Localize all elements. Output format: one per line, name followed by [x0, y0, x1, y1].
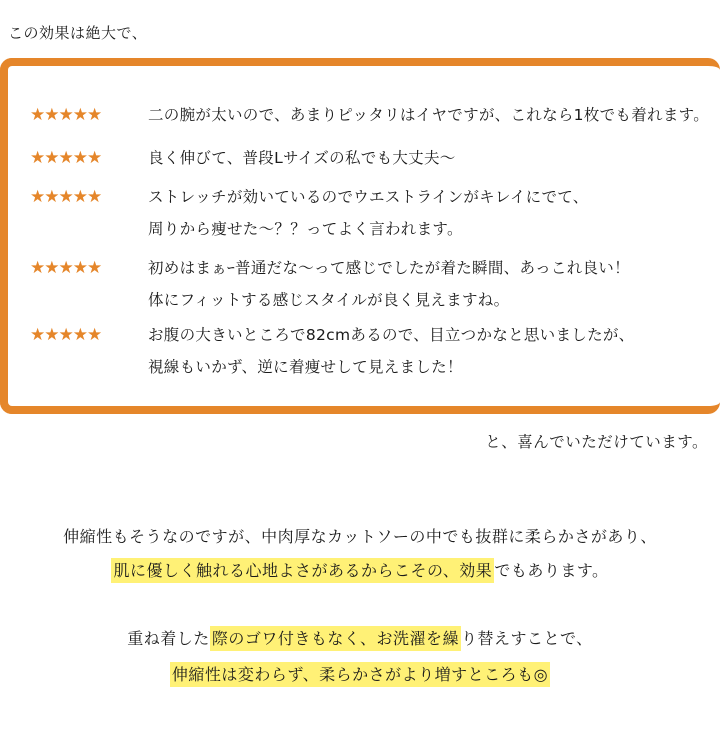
- paragraph-line: [0, 662, 720, 685]
- review-line: お腹の大きいところで82cmあるので、目立つかなと思いましたが、: [148, 326, 635, 344]
- review-line: 初めはまぁｰ普通だな～って感じでしたが着た瞬間、あっこれ良い！: [148, 259, 630, 277]
- review-line: 周りから痩せた～？？ってよく言われます。: [148, 220, 463, 238]
- star-rating: ★★★★★: [30, 258, 102, 278]
- review-line: 視線もいかず、逆に着痩せして見えました！: [148, 358, 463, 376]
- paragraph-text: でもあります。: [494, 561, 609, 580]
- review-line: 二の腕が太いので、あまりピッタリはイヤですが、これなら1枚でも着れます。: [148, 106, 709, 124]
- highlighted-text: 肌に優しく触れる心地よさがあるからこその、効果: [111, 558, 494, 583]
- star-rating: ★★★★★: [30, 148, 102, 168]
- review-line: ストレッチが効いているのでウエストラインがキレイにでて、: [148, 188, 589, 206]
- review-text: [148, 99, 709, 131]
- review-text: [148, 319, 634, 383]
- highlighted-text: 伸縮性は変わらず、柔らかさがより増すところも◎: [170, 662, 550, 687]
- review-text: [148, 142, 456, 174]
- review-item: [30, 322, 634, 383]
- reviews-box: [0, 58, 720, 414]
- review-item: [30, 184, 589, 245]
- paragraph-line: 伸縮性もそうなのですが、中肉厚なカットソーの中でも抜群に柔らかさがあり、: [63, 527, 657, 546]
- paragraph-text: り替えすことで、: [461, 629, 593, 648]
- review-item: [30, 102, 709, 131]
- intro-text: この効果は絶大で、: [8, 24, 148, 42]
- star-rating: ★★★★★: [30, 105, 102, 125]
- review-text: [148, 252, 630, 316]
- paragraph-line: [0, 626, 720, 649]
- review-item: [30, 255, 630, 316]
- review-line: 体にフィットする感じスタイルが良く見えますね。: [148, 291, 510, 309]
- paragraph-line: [0, 558, 720, 581]
- star-rating: ★★★★★: [30, 187, 102, 207]
- review-text: [148, 181, 589, 245]
- review-item: [30, 145, 456, 174]
- star-rating: ★★★★★: [30, 325, 102, 345]
- highlighted-text: 際のゴワ付きもなく、お洗濯を繰: [210, 626, 461, 651]
- review-line: 良く伸びて、普段Lサイズの私でも大丈夫～: [148, 149, 456, 167]
- thanks-text: と、喜んでいただけています。: [485, 433, 708, 451]
- paragraph-text: 重ね着した: [127, 629, 210, 648]
